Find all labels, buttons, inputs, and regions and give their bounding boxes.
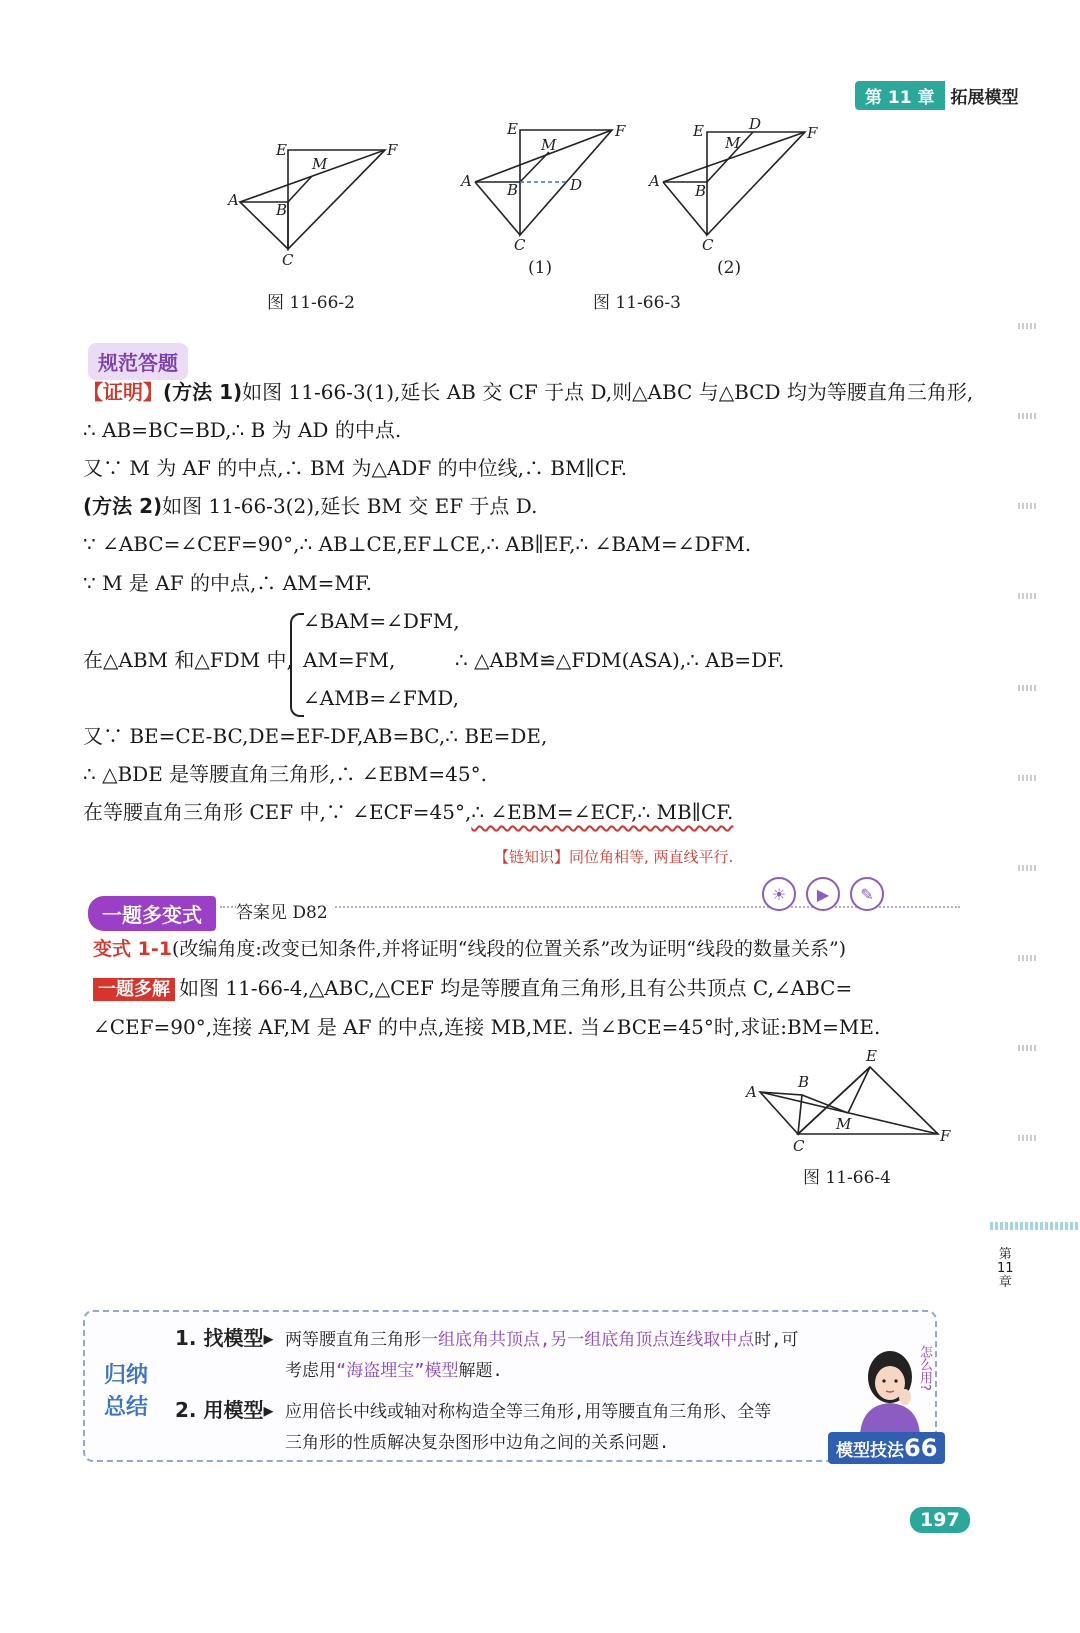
point-B: B <box>507 181 519 199</box>
answer-reference: 答案见 D82 <box>236 898 334 923</box>
proof-text-1: 如图 11-66-3(1),延长 AB 交 CF 于点 D,则△ABC 与△BCD 均为等腰直角三角形, <box>242 380 974 404</box>
figure-11-66-3-sub1: (1) <box>528 258 553 278</box>
proof-line-4 <box>83 492 537 520</box>
proof-line-2: ∴ AB=BC=BD,∴ B 为 AD 的中点. <box>83 418 402 442</box>
proof-line-6: ∵ M 是 AF 的中点,∴ AM=MF. <box>83 571 372 595</box>
summary-label <box>104 1360 148 1424</box>
point-C: C <box>282 251 294 269</box>
system-prefix: 在△ABM 和△FDM 中, <box>83 648 293 672</box>
point-D: D <box>570 176 583 194</box>
question-line-2: ∠CEF=90°,连接 AF,M 是 AF 的中点,连接 MB,ME. 当∠BCE=45°时,求证:BM=ME. <box>93 1015 881 1039</box>
step1-a: 两等腰直角三角形 <box>285 1330 421 1350</box>
proof-conclusion: ∴ ∠EBM=∠ECF,∴ MB∥CF. <box>471 800 734 824</box>
figure-11-66-3-2 <box>645 118 825 253</box>
point-E: E <box>866 1047 877 1065</box>
figure-11-66-4-caption: 图 11-66-4 <box>803 1168 891 1188</box>
point-E: E <box>507 120 518 138</box>
summary-label-1: 归纳 <box>104 1363 149 1388</box>
tool-icons <box>762 877 884 911</box>
point-A: A <box>746 1083 757 1101</box>
chapter-badge: 第 11 章 <box>855 81 945 110</box>
point-M: M <box>312 155 328 173</box>
play-icon[interactable]: ▶ <box>806 877 840 911</box>
point-C: C <box>514 236 526 254</box>
chapter-side-1: 第 <box>998 1247 1012 1262</box>
variant-badge: 一题多变式 <box>88 896 216 931</box>
point-M: M <box>836 1115 852 1133</box>
system-eq-1: ∠BAM=∠DFM, <box>303 609 460 633</box>
margin-mark <box>1018 775 1038 781</box>
model-label: 模型技法 <box>836 1441 904 1461</box>
proof-text-4: 如图 11-66-3(2),延长 BM 交 EF 于点 D. <box>162 494 538 518</box>
step1-head: 1. 找模型▸ <box>175 1326 274 1350</box>
page-number: 197 <box>910 1507 970 1533</box>
pencil-icon[interactable]: ✎ <box>850 877 884 911</box>
system-brace <box>290 613 304 717</box>
point-D: D <box>749 118 762 133</box>
side-question: 怎么用? <box>917 1345 932 1391</box>
margin-mark <box>1018 1045 1038 1051</box>
margin-mark <box>1018 1135 1038 1141</box>
model-badge <box>828 1432 945 1464</box>
step2-a: 应用倍长中线或轴对称构造全等三角形,用等腰直角三角形、全等 <box>285 1402 772 1422</box>
point-E: E <box>276 141 287 159</box>
point-C: C <box>793 1137 805 1155</box>
figure-11-66-3-caption: 图 11-66-3 <box>593 293 681 313</box>
method-1-label: (方法 1) <box>163 380 243 404</box>
point-F: F <box>940 1127 951 1145</box>
step1-b: 一组底角共顶点,另一组底角顶点连线取中点 <box>421 1330 755 1350</box>
point-F: F <box>387 141 398 159</box>
proof-line-10 <box>83 798 733 826</box>
point-C: C <box>702 236 714 253</box>
step1-e: “海盗埋宝”模型 <box>336 1361 459 1381</box>
question-text-1: 如图 11-66-4,△ABC,△CEF 均是等腰直角三角形,且有公共顶点 C,∠ABC= <box>179 976 853 1000</box>
point-F: F <box>807 124 818 142</box>
variant-desc: (改编角度:改变已知条件,并将证明“线段的位置关系”改为证明“线段的数量关系”) <box>171 938 847 960</box>
point-M: M <box>541 136 557 154</box>
margin-mark <box>1018 685 1038 691</box>
step2-b: 三角形的性质解决复杂图形中边角之间的关系问题. <box>285 1433 670 1453</box>
margin-mark <box>1018 865 1038 871</box>
chapter-side-2: 11 <box>997 1261 1014 1276</box>
system-eq-2: AM=FM, <box>303 648 396 672</box>
chapter-tag <box>855 81 1019 109</box>
point-F: F <box>615 122 626 140</box>
point-B: B <box>695 182 707 200</box>
figure-11-66-2-caption: 图 11-66-2 <box>267 293 355 313</box>
figure-11-66-2 <box>220 135 410 275</box>
margin-mark <box>1018 413 1038 419</box>
figure-11-66-3-sub2: (2) <box>717 258 742 278</box>
proof-line-9: ∴ △BDE 是等腰直角三角形,∴ ∠EBM=45°. <box>83 762 487 786</box>
system-result: ∴ △ABM≌△FDM(ASA),∴ AB=DF. <box>455 648 785 672</box>
proof-line-5: ∵ ∠ABC=∠CEF=90°,∴ AB⊥CE,EF⊥CE,∴ AB∥EF,∴ ∠BAM=∠DFM. <box>83 532 752 556</box>
step1-text-2 <box>285 1356 503 1381</box>
proof-line-1 <box>83 378 973 406</box>
figure-11-66-3-1 <box>455 120 635 255</box>
point-A: A <box>649 172 660 190</box>
point-B: B <box>276 201 288 219</box>
question-line-1 <box>93 974 852 1004</box>
point-A: A <box>461 172 472 190</box>
margin-mark <box>1018 593 1038 599</box>
multi-solution-badge: 一题多解 <box>93 978 175 1001</box>
method-2-label: (方法 2) <box>83 494 163 518</box>
point-E: E <box>693 122 704 140</box>
proof-tag: 【证明】 <box>83 380 163 404</box>
step1-d: 考虑用 <box>285 1361 336 1381</box>
figure-11-66-4 <box>740 1045 960 1160</box>
point-B: B <box>798 1073 810 1091</box>
point-A: A <box>228 191 239 209</box>
chapter-name: 拓展模型 <box>950 87 1019 108</box>
margin-mark <box>1018 323 1038 329</box>
chapter-side-label <box>997 1248 1014 1290</box>
margin-mark <box>1018 955 1038 961</box>
section-title: 规范答题 <box>88 343 188 380</box>
variant-title: 变式 1-1 <box>93 938 172 960</box>
proof-line-8: 又∵ BE=CE-BC,DE=EF-DF,AB=BC,∴ BE=DE, <box>83 724 548 748</box>
chapter-side-3: 章 <box>998 1275 1012 1290</box>
variant-title-line <box>93 935 846 963</box>
proof-line-3: 又∵ M 为 AF 的中点,∴ BM 为△ADF 的中位线,∴ BM∥CF. <box>83 456 628 480</box>
point-M: M <box>725 134 741 152</box>
margin-mark <box>1018 503 1038 509</box>
step1-f: 解题. <box>458 1361 503 1381</box>
knowledge-note: 【链知识】同位角相等, 两直线平行. <box>494 848 734 866</box>
system-eq-3: ∠AMB=∠FMD, <box>303 686 459 710</box>
summary-label-2: 总结 <box>104 1395 149 1420</box>
chapter-band <box>990 1222 1080 1230</box>
lightbulb-icon[interactable]: ☀ <box>762 877 796 911</box>
summary-content <box>175 1322 855 1462</box>
step1-c: 时,可 <box>754 1330 799 1350</box>
model-number: 66 <box>904 1434 938 1462</box>
step1-text <box>285 1325 798 1350</box>
proof-text-10a: 在等腰直角三角形 CEF 中,∵ ∠ECF=45°, <box>83 800 472 824</box>
step2-head: 2. 用模型▸ <box>175 1398 274 1422</box>
